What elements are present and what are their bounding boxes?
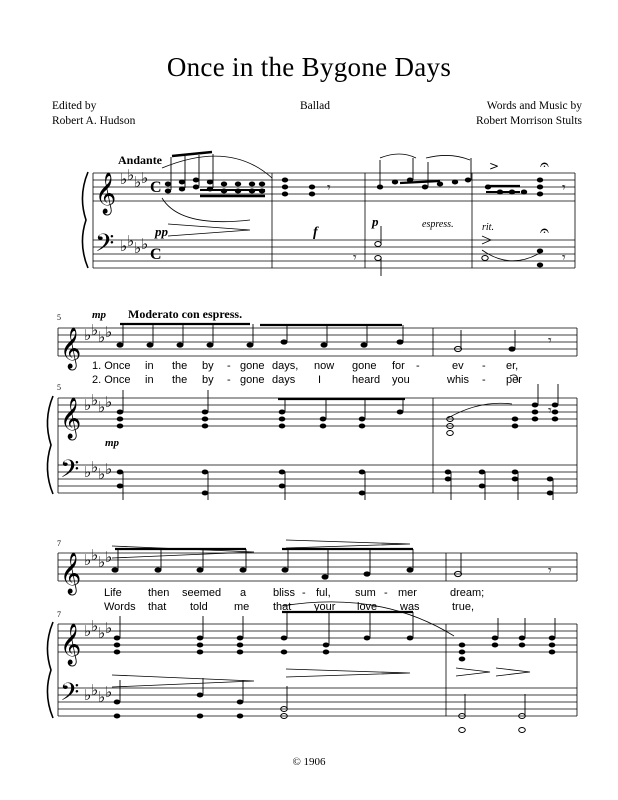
svg-text:♭: ♭ bbox=[91, 681, 99, 699]
svg-text:♭: ♭ bbox=[105, 323, 113, 341]
fermata-icon: 𝄐 bbox=[540, 221, 549, 240]
copyright-notice: © 1906 bbox=[292, 756, 326, 768]
decrescendo-hairpin bbox=[112, 546, 254, 558]
credit-label: Words and Music by bbox=[486, 100, 582, 112]
lyric-word: love bbox=[357, 601, 378, 613]
svg-text:♭: ♭ bbox=[105, 683, 113, 701]
lyric-word: that bbox=[148, 601, 167, 613]
genre-label: Ballad bbox=[300, 100, 331, 112]
piano-brace bbox=[47, 622, 53, 718]
svg-text:♭: ♭ bbox=[105, 619, 113, 637]
lyric-word: per bbox=[506, 374, 522, 386]
lyric-word: gone bbox=[240, 374, 265, 386]
svg-text:♭: ♭ bbox=[84, 396, 92, 414]
lyric-word: your bbox=[314, 601, 336, 613]
lyrics-line-2 bbox=[104, 587, 484, 613]
lyric-hyphen: - bbox=[302, 587, 306, 599]
rest-icon: 𝄾 bbox=[327, 180, 331, 196]
svg-text:♭: ♭ bbox=[84, 622, 92, 640]
dynamic-f: f bbox=[313, 225, 318, 240]
lyric-word: gone bbox=[240, 360, 265, 372]
tempo-marking: Andante bbox=[118, 153, 163, 167]
measure-number: 7 bbox=[57, 610, 61, 619]
voice-notes-1 bbox=[117, 339, 516, 351]
rest-icon: 𝄾 bbox=[353, 250, 357, 266]
dynamic-pp: pp bbox=[155, 224, 168, 239]
rest-icon: 𝄾 bbox=[548, 333, 552, 349]
svg-text:♭: ♭ bbox=[91, 617, 99, 635]
lyric-word: true, bbox=[452, 601, 475, 613]
piano-bass-staff-2 bbox=[58, 688, 577, 716]
svg-text:♭: ♭ bbox=[127, 232, 135, 250]
dynamic-p: p bbox=[372, 214, 379, 229]
lyric-word: that bbox=[273, 601, 292, 613]
expression-marking: espress. bbox=[422, 219, 454, 230]
lyric-word: sum bbox=[355, 587, 376, 599]
svg-text:♭: ♭ bbox=[127, 166, 135, 184]
lyric-word: by bbox=[202, 360, 214, 372]
lyric-word: you bbox=[392, 374, 410, 386]
lyric-word: me bbox=[234, 601, 250, 613]
voice-notes-2 bbox=[112, 567, 462, 579]
svg-text:♭: ♭ bbox=[105, 460, 113, 478]
lyric-word: gone bbox=[352, 360, 377, 372]
voice-dynamic: mp bbox=[92, 309, 107, 321]
svg-text:♭: ♭ bbox=[91, 391, 99, 409]
treble-clef-icon: 𝄞 bbox=[60, 398, 82, 439]
lyric-word: Life bbox=[104, 587, 122, 599]
lyric-word: in bbox=[145, 360, 154, 372]
measure-number: 5 bbox=[57, 383, 61, 392]
composer-name: Robert Morrison Stults bbox=[475, 115, 582, 127]
rest-icon: 𝄾 bbox=[548, 403, 552, 419]
bass-clef-icon: 𝄢 bbox=[95, 229, 115, 264]
piano-bass-staff-1 bbox=[58, 465, 577, 493]
svg-text:♭: ♭ bbox=[98, 328, 106, 346]
flat-icon: ♭ bbox=[120, 170, 128, 188]
svg-text:♭: ♭ bbox=[134, 239, 142, 257]
lyric-word: I bbox=[318, 374, 322, 386]
svg-text:♭: ♭ bbox=[91, 458, 99, 476]
crescendo-hairpin bbox=[286, 540, 410, 548]
svg-text:♭: ♭ bbox=[98, 688, 106, 706]
voice-staff-1 bbox=[58, 328, 577, 356]
lyric-word: in bbox=[145, 374, 154, 386]
svg-text:♭: ♭ bbox=[91, 546, 99, 564]
svg-text:♭: ♭ bbox=[105, 548, 113, 566]
lyrics-line-1 bbox=[92, 360, 522, 386]
svg-text:♭: ♭ bbox=[105, 393, 113, 411]
lyric-hyphen: - bbox=[227, 360, 231, 372]
svg-text:♭: ♭ bbox=[84, 326, 92, 344]
lyric-hyphen: - bbox=[482, 360, 486, 372]
edited-by-label: Edited by bbox=[52, 100, 97, 112]
measure-number: 7 bbox=[57, 539, 61, 548]
editor-name: Robert A. Hudson bbox=[52, 115, 136, 127]
flat-icon: ♭ bbox=[120, 237, 128, 255]
svg-text:♭: ♭ bbox=[141, 169, 149, 187]
rest-icon: 𝄾 bbox=[548, 563, 552, 579]
svg-text:♭: ♭ bbox=[98, 553, 106, 571]
lyric-word: a bbox=[240, 587, 247, 599]
lyric-word: er, bbox=[506, 360, 519, 372]
piano-treble-staff-2 bbox=[58, 624, 577, 652]
lyric-word: Words bbox=[104, 601, 136, 613]
time-signature: C bbox=[150, 246, 162, 263]
rest-icon: 𝄾 bbox=[562, 250, 566, 266]
lyric-word: now bbox=[314, 360, 335, 372]
lyric-word: ev bbox=[452, 360, 464, 372]
song-title: Once in the Bygone Days bbox=[166, 52, 452, 82]
svg-text:♭: ♭ bbox=[98, 398, 106, 416]
svg-text:♭: ♭ bbox=[98, 624, 106, 642]
lyric-word: ful, bbox=[316, 587, 331, 599]
lyric-word: heard bbox=[352, 374, 381, 386]
piano-treble-staff-1 bbox=[58, 398, 577, 426]
lyric-word: bliss bbox=[273, 587, 296, 599]
svg-text:♭: ♭ bbox=[84, 686, 92, 704]
fermata-icon: 𝄐 bbox=[540, 155, 549, 174]
lyric-hyphen: - bbox=[482, 374, 486, 386]
lyric-word: whis bbox=[447, 374, 470, 386]
svg-text:♭: ♭ bbox=[84, 551, 92, 569]
measure-number: 5 bbox=[57, 313, 61, 322]
svg-text:♭: ♭ bbox=[141, 235, 149, 253]
lyric-word: seemed bbox=[182, 587, 222, 599]
svg-text:♭: ♭ bbox=[134, 173, 142, 191]
treble-clef-icon: 𝄞 bbox=[60, 553, 82, 594]
piano-brace bbox=[47, 396, 53, 494]
bass-clef-icon: 𝄢 bbox=[60, 455, 80, 490]
lyric-word: the bbox=[172, 360, 188, 372]
piano-notes-1 bbox=[117, 403, 559, 496]
lyric-word: days bbox=[272, 374, 296, 386]
lyric-word: mer bbox=[398, 587, 417, 599]
ritardando-marking: rit. bbox=[482, 222, 494, 233]
lyric-word: for bbox=[392, 360, 405, 372]
lyric-word: 2. Once bbox=[92, 374, 131, 386]
lyric-word: was bbox=[400, 601, 420, 613]
lyric-hyphen: - bbox=[227, 374, 231, 386]
intro-bass-staff bbox=[93, 240, 575, 268]
treble-clef-icon: 𝄞 bbox=[60, 624, 82, 665]
rest-icon: 𝄾 bbox=[562, 180, 566, 196]
svg-text:♭: ♭ bbox=[84, 463, 92, 481]
verse-tempo: Moderato con espress. bbox=[128, 307, 243, 321]
treble-clef-icon: 𝄞 bbox=[60, 328, 82, 369]
svg-text:♭: ♭ bbox=[91, 321, 99, 339]
lyric-word: told bbox=[190, 601, 208, 613]
intro-stems bbox=[171, 154, 471, 276]
lyric-word: by bbox=[202, 374, 214, 386]
crescendo-hairpin bbox=[168, 224, 250, 236]
svg-text:♭: ♭ bbox=[98, 465, 106, 483]
bass-clef-icon: 𝄢 bbox=[60, 678, 80, 713]
treble-clef-icon: 𝄞 bbox=[95, 173, 117, 214]
lyric-hyphen: - bbox=[384, 587, 388, 599]
lyric-word: then bbox=[148, 587, 170, 599]
piano-brace bbox=[82, 172, 88, 268]
accent-icon: > bbox=[489, 159, 500, 173]
lyric-word: days, bbox=[272, 360, 299, 372]
time-signature: C bbox=[150, 179, 162, 196]
lyric-word: 1. Once bbox=[92, 360, 131, 372]
lyric-word: the bbox=[172, 374, 188, 386]
piano-dynamic: mp bbox=[105, 437, 120, 449]
lyric-word: dream; bbox=[450, 587, 485, 599]
lyric-hyphen: - bbox=[416, 360, 420, 372]
